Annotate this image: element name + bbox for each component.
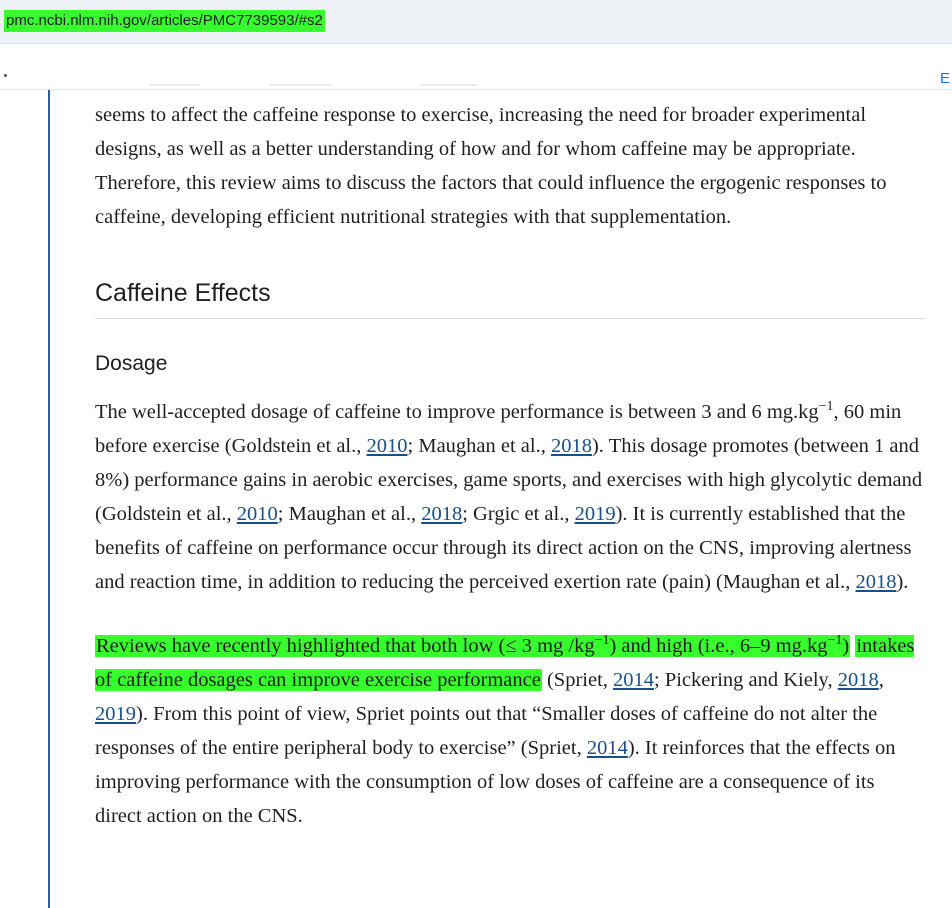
citation-link-maughan-2018-a[interactable]: 2018 — [550, 435, 592, 457]
sub-heading-dosage: Dosage — [95, 352, 168, 375]
citation-link-goldstein-2010-a[interactable]: 2010 — [366, 435, 408, 457]
dosage-superscript-1: −1 — [818, 399, 834, 415]
article-page — [0, 90, 952, 908]
left-margin-rule — [48, 90, 50, 908]
toolbar-marker-icon — [4, 74, 7, 77]
toolbar-placeholder-item-3 — [420, 84, 478, 86]
article-content — [95, 90, 925, 833]
citation-link-goldstein-2010-b[interactable]: 2010 — [236, 503, 278, 525]
dosage-text-5: ; Maughan et al., — [277, 503, 422, 525]
citation-link-pickering-2018[interactable]: 2018 — [837, 669, 879, 691]
citation-link-grgic-2019[interactable]: 2019 — [574, 503, 616, 525]
toolbar-right-icon[interactable]: E — [939, 70, 950, 87]
highlight-seg-2: ) and high (i.e., 6–9 mg.kg — [609, 635, 828, 657]
citation-link-spriet-2014-b[interactable]: 2014 — [586, 737, 628, 759]
intro-paragraph: seems to affect the caffeine response to exercise, increasing the need for broader experimental designs, as well as a better understanding of how and for whom caffeine may be appropriate. Therefore, this review aims to discuss the factors that could influence the ergogenic responses to caffeine, developing efficient nutritional strategies with that supplementation. — [95, 104, 887, 228]
dosage-text-7: ). It is currently established that the benefits of caffeine on performance occur through its direct action on the CNS, improving alertness and reaction time, in addition to reducing the perceived exertion rate (pain) (Maughan et al., — [95, 503, 912, 593]
toolbar-placeholder-item-2 — [270, 84, 332, 86]
dosage-text-4: ). This dosage promotes (between 1 and 8%) performance gains in aerobic exercises, game sports, and exercises with high glycolytic demand (Goldstein et al., — [95, 435, 923, 525]
reviews-text-1: (Spriet, — [541, 669, 614, 691]
dosage-text-3: ; Maughan et al., — [407, 435, 551, 457]
reviews-text-5: ). It reinforces that the effects on improving performance with the consumption of low doses of caffeine are a consequence of its direct action on the CNS. — [95, 737, 896, 827]
highlighted-text-part-2: intakes of caffeine dosages can improve exercise performance — [95, 635, 915, 691]
reviews-text-3: , — [878, 669, 884, 691]
highlight-superscript-1: −1 — [594, 633, 610, 649]
section-heading-caffeine-effects: Caffeine Effects — [95, 278, 925, 319]
dosage-text-6: ; Grgic et al., — [462, 503, 575, 525]
citation-link-maughan-2018-b[interactable]: 2018 — [421, 503, 463, 525]
dosage-text-8: ). — [896, 571, 909, 593]
highlighted-text-part-1 — [95, 635, 850, 657]
url-text[interactable]: pmc.ncbi.nlm.nih.gov/articles/PMC7739593/#s2 — [4, 10, 325, 32]
reviews-text-2: ; Pickering and Kiely, — [654, 669, 838, 691]
citation-link-maughan-2018-c[interactable]: 2018 — [855, 571, 897, 593]
citation-link-spriet-2014-a[interactable]: 2014 — [613, 669, 655, 691]
browser-toolbar — [0, 44, 952, 90]
browser-url-bar[interactable] — [0, 0, 952, 44]
dosage-text-2: , 60 min before exercise (Goldstein et al., — [95, 401, 902, 457]
reviews-paragraph — [95, 599, 923, 833]
highlight-seg-1: Reviews have recently highlighted that both low (≤ 3 mg /kg — [96, 635, 595, 657]
reviews-text-4: ). From this point of view, Spriet points out that “Smaller doses of caffeine do not alter the responses of the entire peripheral body to exercise” (Spriet, — [95, 703, 878, 759]
dosage-text-1: The well-accepted dosage of caffeine to improve performance is between 3 and 6 mg.kg — [95, 401, 819, 423]
toolbar-placeholder-item-1 — [150, 84, 200, 86]
highlight-seg-3: ) — [842, 635, 850, 657]
highlight-superscript-2: −1 — [827, 633, 843, 649]
dosage-paragraph — [95, 377, 923, 599]
citation-link-pickering-2019[interactable]: 2019 — [95, 703, 136, 725]
